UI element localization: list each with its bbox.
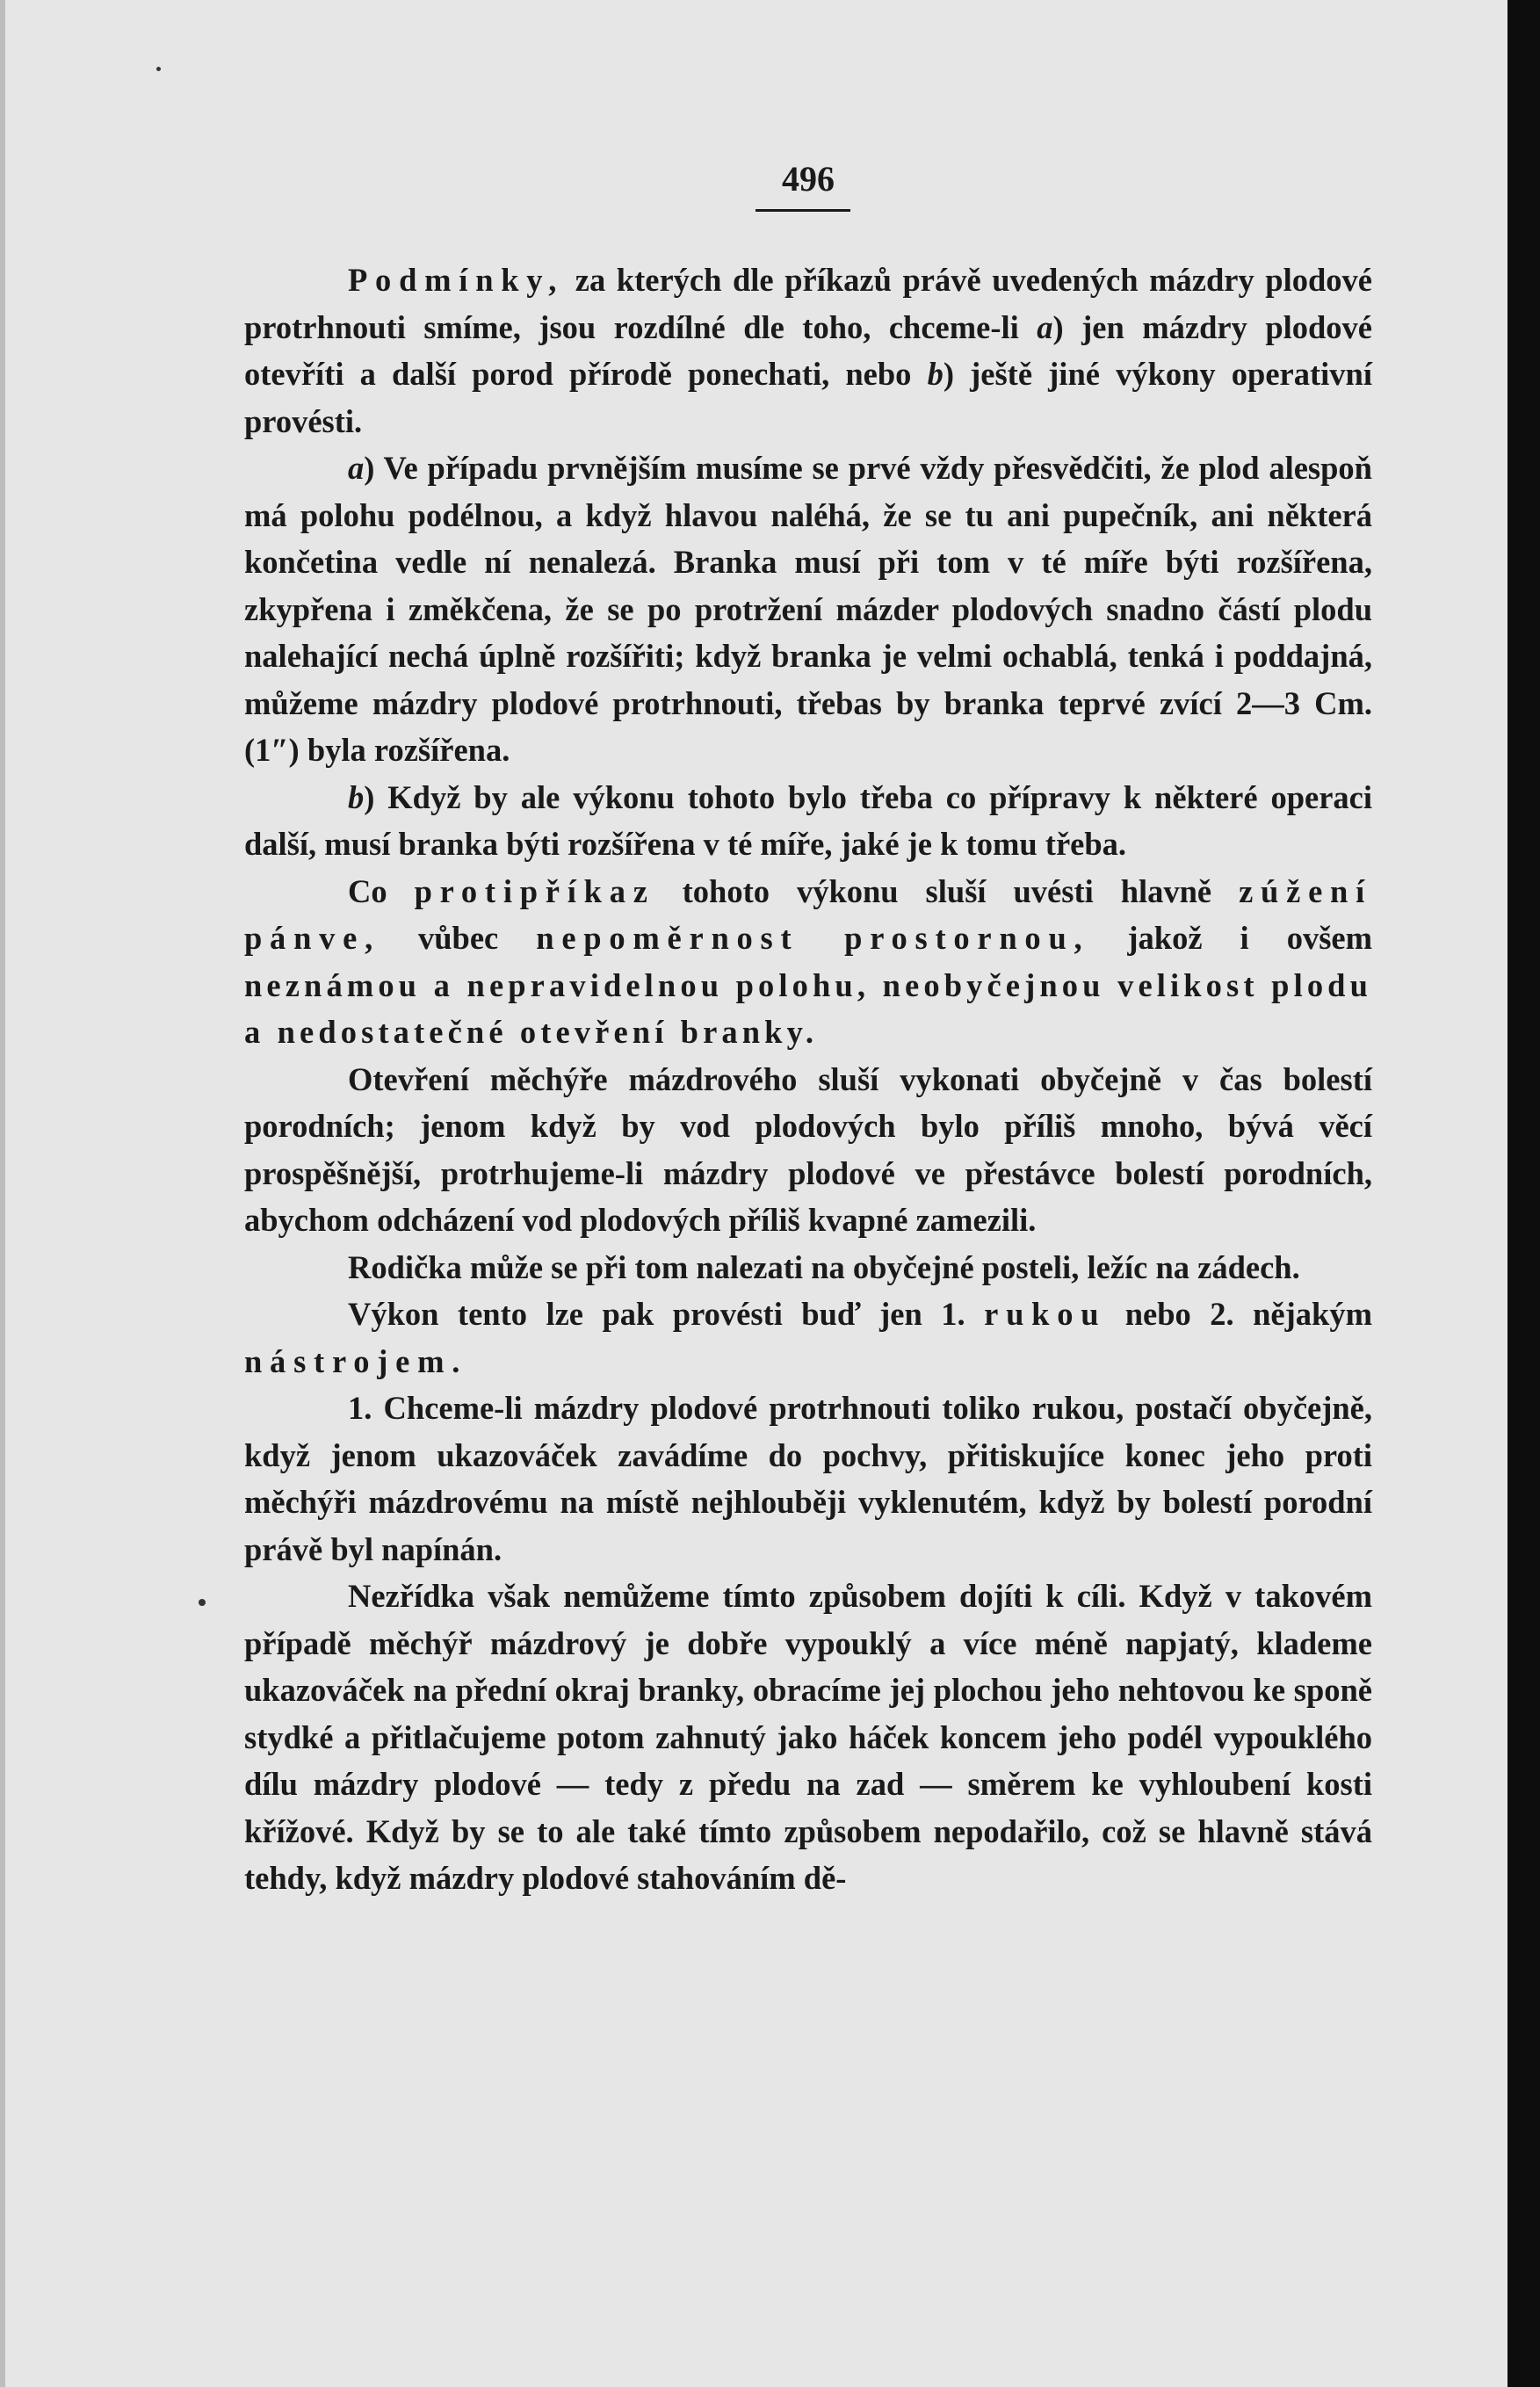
body-text (244, 257, 1372, 1902)
scan-speck (156, 67, 161, 71)
spaced-term: Podmínky, (348, 262, 565, 298)
scan-edge-left (0, 0, 5, 2387)
margin-mark (199, 1599, 206, 1606)
page-number-underline (756, 209, 850, 212)
paragraph-timing: Otevření měchýře mázdrového sluší vykonati obyčejně v čas bolestí porodních; jenom když by vod plodových bylo příliš mnoho, bývá věcí prospěšnější, protrhujeme-li mázdry plodové ve přestávce bolestí porodních, abychom odcházení vod plodových příliš kvapné zamezili. (244, 1060, 1372, 1238)
paragraph-methods: Výkon tento lze pak provésti buď jen 1. rukou nebo 2. nějakým nástrojem. (244, 1296, 1372, 1379)
paragraph-alternative: Nezřídka však nemůžeme tímto způsobem dojíti k cíli. Když v takovém případě měchýř mázdrový je dobře vypouklý a více méně napjatý, klademe ukazováček na přední okraj branky, obracíme jej plochou jeho nehtovou ke sponě stydké a přitlačujeme potom zahnutý jako háček koncem jeho podél vypouklého dílu mázdry plodové — tedy z předu na zad — směrem ke vyhloubení kosti křížové. Když by se to ale také tímto způsobem nepodařilo, což se hlavně stává tehdy, když mázdry plodové stahováním dě- (244, 1578, 1372, 1896)
page-number: 496 (782, 159, 835, 199)
paragraph-case-a: a) Ve případu prvnějším musíme se prvé vždy přesvědčiti, že plod alespoň má polohu podélnou, a když hlavou naléhá, že se tu ani pupečník, ani některá končetina vedle ní nenalezá. Branka musí při tom v té míře býti rozšířena, zkypřena i změkčena, že se po protržení mázder plodových snadno částí plodu nalehající nechá úplně rozšířiti; když branka je velmi ochablá, tenká i poddajná, můžeme mázdry plodové protrhnouti, třebas by branka teprvé zvící 2—3 Cm. (1″) byla rozšířena. (244, 450, 1372, 768)
paragraph-case-b: b) Když by ale výkonu tohoto bylo třeba co přípravy k některé operaci další, musí branka býti rozšířena v té míře, jaké je k tomu třeba. (244, 778, 1372, 862)
paragraph-by-hand: 1. Chceme-li mázdry plodové protrhnouti toliko rukou, postačí obyčejně, když jenom ukazováček zavádíme do pochvy, přitiskujíce konec jeho proti měchýři mázdrovému na místě nejhlouběji vyklenutém, když by bolestí porodní právě byl napínán. (244, 1390, 1372, 1567)
scan-edge-right (1507, 0, 1540, 2387)
paragraph-position: Rodička může se při tom nalezati na obyčejné posteli, ležíc na zádech. (348, 1248, 1300, 1285)
paragraph-contraindications: Co protipříkaz tohoto výkonu sluší uvésti hlavně zúžení pánve, vůbec nepoměrnost prostornou, jakož i ovšem neznámou a nepravidelnou polohu, neobyčejnou velikost plodu a nedostatečné otevření branky. (244, 872, 1373, 1050)
paragraph-conditions: Podmínky, za kterých dle příkazů právě uvedených mázdry plodové protrhnouti smíme, jsou rozdílné dle toho, chceme-li a) jen mázdry plodové otevříti a další porod přírodě ponechati, nebo b) ještě jiné výkony operativní provésti. (244, 262, 1373, 439)
